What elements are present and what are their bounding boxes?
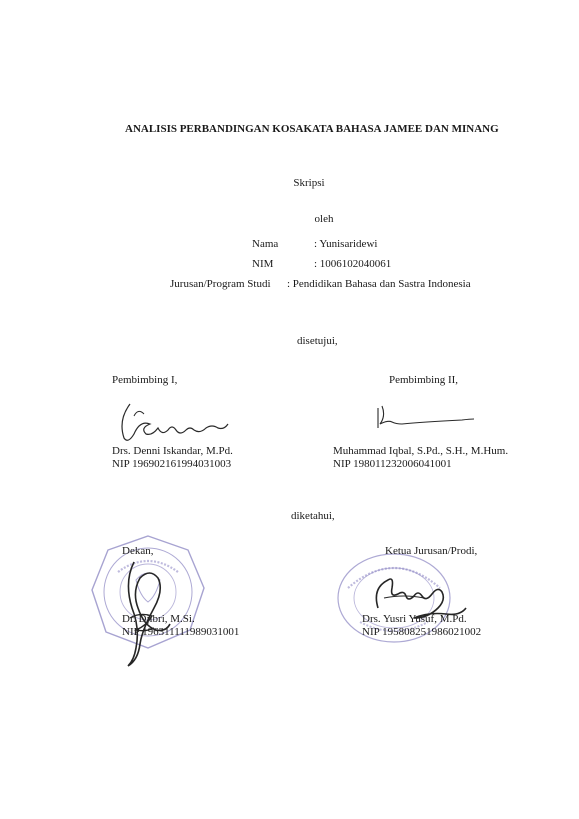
approved-label: disetujui, bbox=[297, 335, 338, 347]
head-nip: NIP 195808251986021002 bbox=[362, 626, 482, 638]
supervisor-2-nip: NIP 198011232006041001 bbox=[333, 458, 452, 470]
dean-role: Dekan, bbox=[122, 545, 154, 557]
supervisor-1-signature bbox=[112, 398, 252, 448]
known-label: diketahui, bbox=[291, 510, 335, 522]
head-name: Drs. Yusri Yusuf, M.Pd. bbox=[362, 613, 467, 625]
supervisor-1-nip: NIP 196902161994031003 bbox=[112, 458, 232, 470]
head-signature bbox=[368, 568, 472, 624]
supervisor-2-role: Pembimbing II, bbox=[389, 374, 459, 386]
dean-nip: NIP 196311111989031001 bbox=[122, 626, 240, 638]
identity-label-name: Nama bbox=[252, 238, 279, 250]
dean-signature bbox=[112, 558, 182, 670]
identity-value-name: : Yunisaridewi bbox=[314, 238, 378, 250]
identity-label-major: Jurusan/Program Studi bbox=[170, 278, 271, 290]
supervisor-1-role: Pembimbing I, bbox=[112, 374, 178, 386]
dean-name: Dr. Djibri, M.Si. bbox=[122, 613, 195, 625]
head-role: Ketua Jurusan/Prodi, bbox=[385, 545, 478, 557]
document-title: ANALISIS PERBANDINGAN KOSAKATA BAHASA JAMEE DAN MINANG bbox=[125, 123, 499, 135]
identity-label-nim: NIM bbox=[252, 258, 274, 270]
supervisor-2-name: Muhammad Iqbal, S.Pd., S.H., M.Hum. bbox=[333, 445, 509, 457]
supervisor-2-signature bbox=[370, 402, 480, 436]
document-type: Skripsi bbox=[293, 177, 325, 189]
supervisor-1-name: Drs. Denni Iskandar, M.Pd. bbox=[112, 445, 233, 457]
identity-value-major: : Pendidikan Bahasa dan Sastra Indonesia bbox=[287, 278, 471, 290]
author-intro: oleh bbox=[314, 213, 334, 225]
identity-value-nim: : 1006102040061 bbox=[314, 258, 392, 270]
